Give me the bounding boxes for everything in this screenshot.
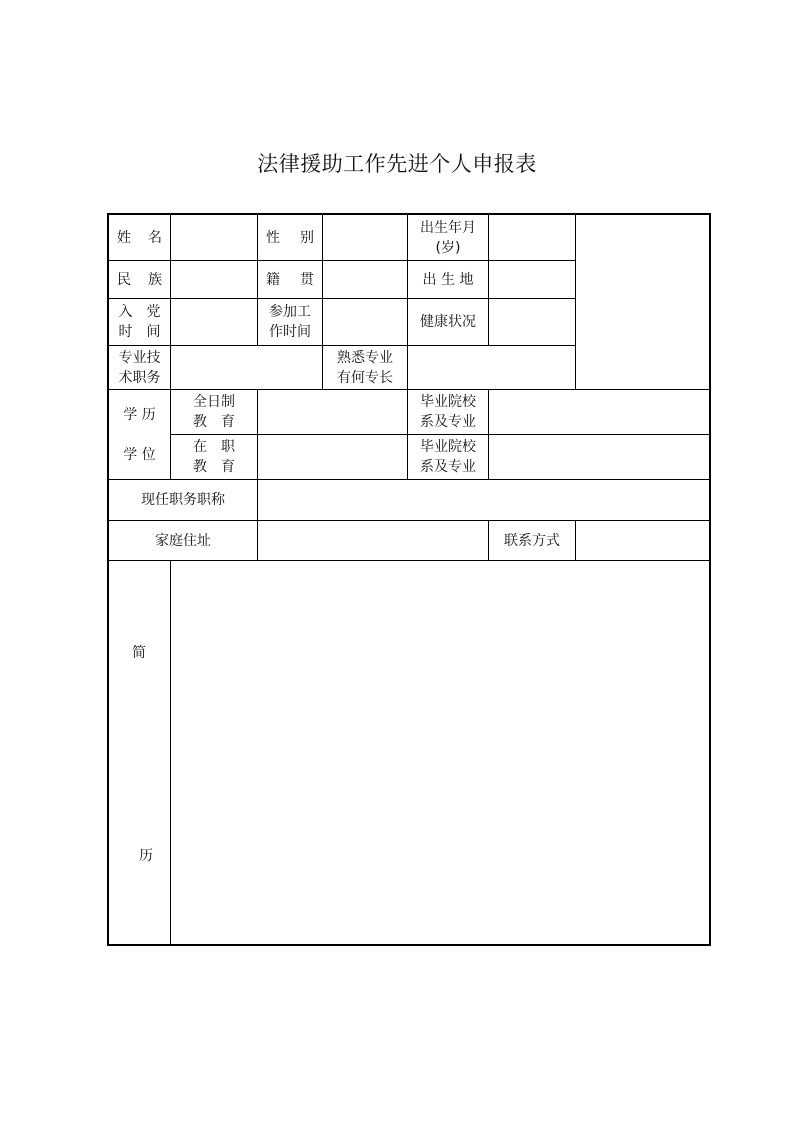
label-resume-char-2: 历 xyxy=(139,848,153,864)
field-birthplace[interactable] xyxy=(488,260,576,299)
label-health: 健康状况 xyxy=(407,298,489,346)
field-birth-date[interactable] xyxy=(488,214,576,261)
field-school-major-fulltime[interactable] xyxy=(488,389,710,435)
label-school-major-fulltime: 毕业院校 系及专业 xyxy=(407,389,489,435)
label-contact: 联系方式 xyxy=(488,520,576,561)
field-contact[interactable] xyxy=(575,520,710,561)
label-current-position: 现任职务职称 xyxy=(108,479,258,521)
field-fulltime-education[interactable] xyxy=(257,389,408,435)
label-fulltime-education: 全日制 教 育 xyxy=(170,389,258,435)
page-title: 法律援助工作先进个人申报表 xyxy=(257,152,537,176)
label-education-degree: 学 历 学 位 xyxy=(108,389,171,480)
photo-box[interactable] xyxy=(575,214,710,390)
field-work-start[interactable] xyxy=(322,298,408,346)
field-ethnicity[interactable] xyxy=(170,260,258,299)
label-resume-char-1: 简 xyxy=(132,645,146,661)
label-resume-column xyxy=(108,560,171,945)
label-birth-date: 出生年月 (岁) xyxy=(407,214,489,261)
label-school-major-inservice: 毕业院校 系及专业 xyxy=(407,434,489,480)
label-tech-title: 专业技 术职务 xyxy=(108,345,171,390)
label-birthplace: 出 生 地 xyxy=(407,260,489,299)
field-home-address[interactable] xyxy=(257,520,489,561)
label-party-join: 入 党 时 间 xyxy=(108,298,171,346)
field-expertise[interactable] xyxy=(407,345,576,390)
label-home-address: 家庭住址 xyxy=(108,520,258,561)
field-health[interactable] xyxy=(488,298,576,346)
label-gender: 性 别 xyxy=(257,214,323,261)
label-inservice-education: 在 职 教 育 xyxy=(170,434,258,480)
field-inservice-education[interactable] xyxy=(257,434,408,480)
label-name: 姓 名 xyxy=(108,214,171,261)
field-tech-title[interactable] xyxy=(170,345,323,390)
field-resume[interactable] xyxy=(170,560,710,945)
field-name[interactable] xyxy=(170,214,258,261)
field-gender[interactable] xyxy=(322,214,408,261)
label-expertise: 熟悉专业 有何专长 xyxy=(322,345,408,390)
field-party-join[interactable] xyxy=(170,298,258,346)
label-ethnicity: 民 族 xyxy=(108,260,171,299)
field-native-place[interactable] xyxy=(322,260,408,299)
field-school-major-inservice[interactable] xyxy=(488,434,710,480)
label-work-start: 参加工 作时间 xyxy=(257,298,323,346)
label-native-place: 籍 贯 xyxy=(257,260,323,299)
field-current-position[interactable] xyxy=(257,479,710,521)
